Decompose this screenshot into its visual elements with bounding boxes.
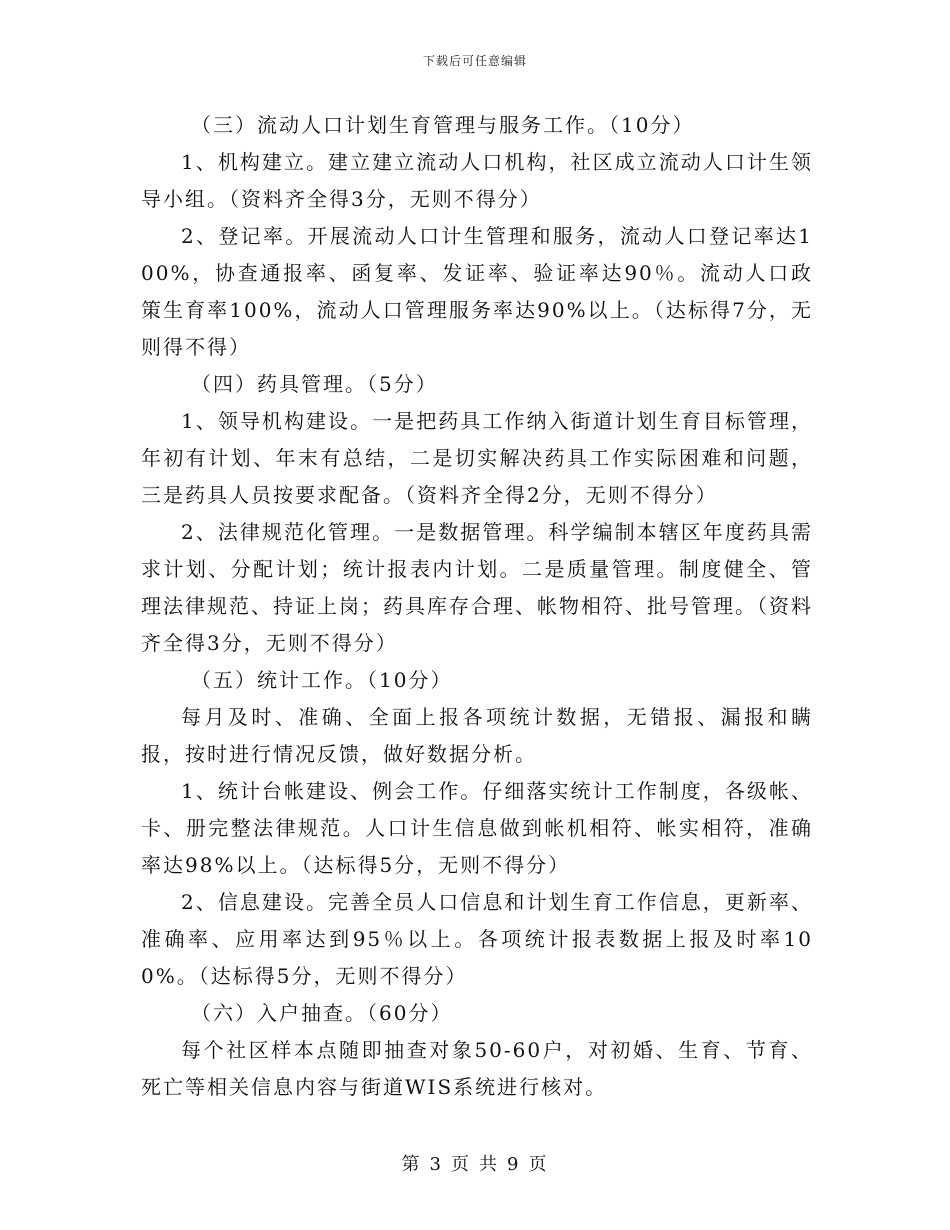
header-note: 下载后可任意编辑 <box>422 54 527 68</box>
footer-current-page: 3 <box>429 1154 443 1175</box>
paragraph: 2、信息建设。完善全员人口信息和计划生育工作信息，更新率、准确率、应用率达到95％以上。各项统计报表数据上报及时率100%。（达标得5分，无则不得分） <box>141 890 813 988</box>
section-heading-3: （三）流动人口计划生育管理与服务工作。（10分） <box>191 113 695 137</box>
footer-suffix: 页 <box>528 1154 549 1175</box>
paragraph: 1、领导机构建设。一是把药具工作纳入街道计划生育目标管理，年初有计划、年末有总结，二是切实解决药具工作实际困难和问题，三是药具人员按要求配备。（资料齐全得2分，无则不得分） <box>141 409 813 507</box>
paragraph: 2、登记率。开展流动人口计生管理和服务，流动人口登记率达100%，协查通报率、函复率、发证率、验证率达90％。流动人口政策生育率100%，流动人口管理服务率达90%以上。（达标得7分，无则得不得） <box>141 224 813 359</box>
page-footer <box>0 1150 950 1176</box>
paragraph: 每个社区样本点随即抽查对象50-60户，对初婚、生育、节育、死亡等相关信息内容与街道WIS系统进行核对。 <box>141 1038 813 1099</box>
document-body <box>141 107 813 1106</box>
footer-prefix: 第 <box>401 1154 422 1175</box>
paragraph: 1、机构建立。建立建立流动人口机构，社区成立流动人口计生领导小组。（资料齐全得3分，无则不得分） <box>141 150 813 211</box>
footer-total-label: 共 <box>479 1154 499 1175</box>
paragraph: 1、统计台帐建设、例会工作。仔细落实统计工作制度，各级帐、卡、册完整法律规范。人口计生信息做到帐机相符、帐实相符，准确率达98%以上。（达标得5分，无则不得分） <box>141 779 813 877</box>
section-heading-6: （六）入户抽查。（60分） <box>191 1001 453 1025</box>
section-heading-4: （四）药具管理。（5分） <box>191 372 438 396</box>
section-heading-5: （五）统计工作。（10分） <box>191 668 453 692</box>
paragraph: 2、法律规范化管理。一是数据管理。科学编制本辖区年度药具需求计划、分配计划；统计报表内计划。二是质量管理。制度健全、管理法律规范、持证上岗；药具库存合理、帐物相符、批号管理。（资料齐全得3分，无则不得分） <box>141 520 813 655</box>
footer-page-label: 页 <box>451 1154 471 1175</box>
footer-total-pages: 9 <box>507 1154 521 1175</box>
paragraph: 每月及时、准确、全面上报各项统计数据，无错报、漏报和瞒报，按时进行情况反馈，做好数据分析。 <box>141 705 813 766</box>
